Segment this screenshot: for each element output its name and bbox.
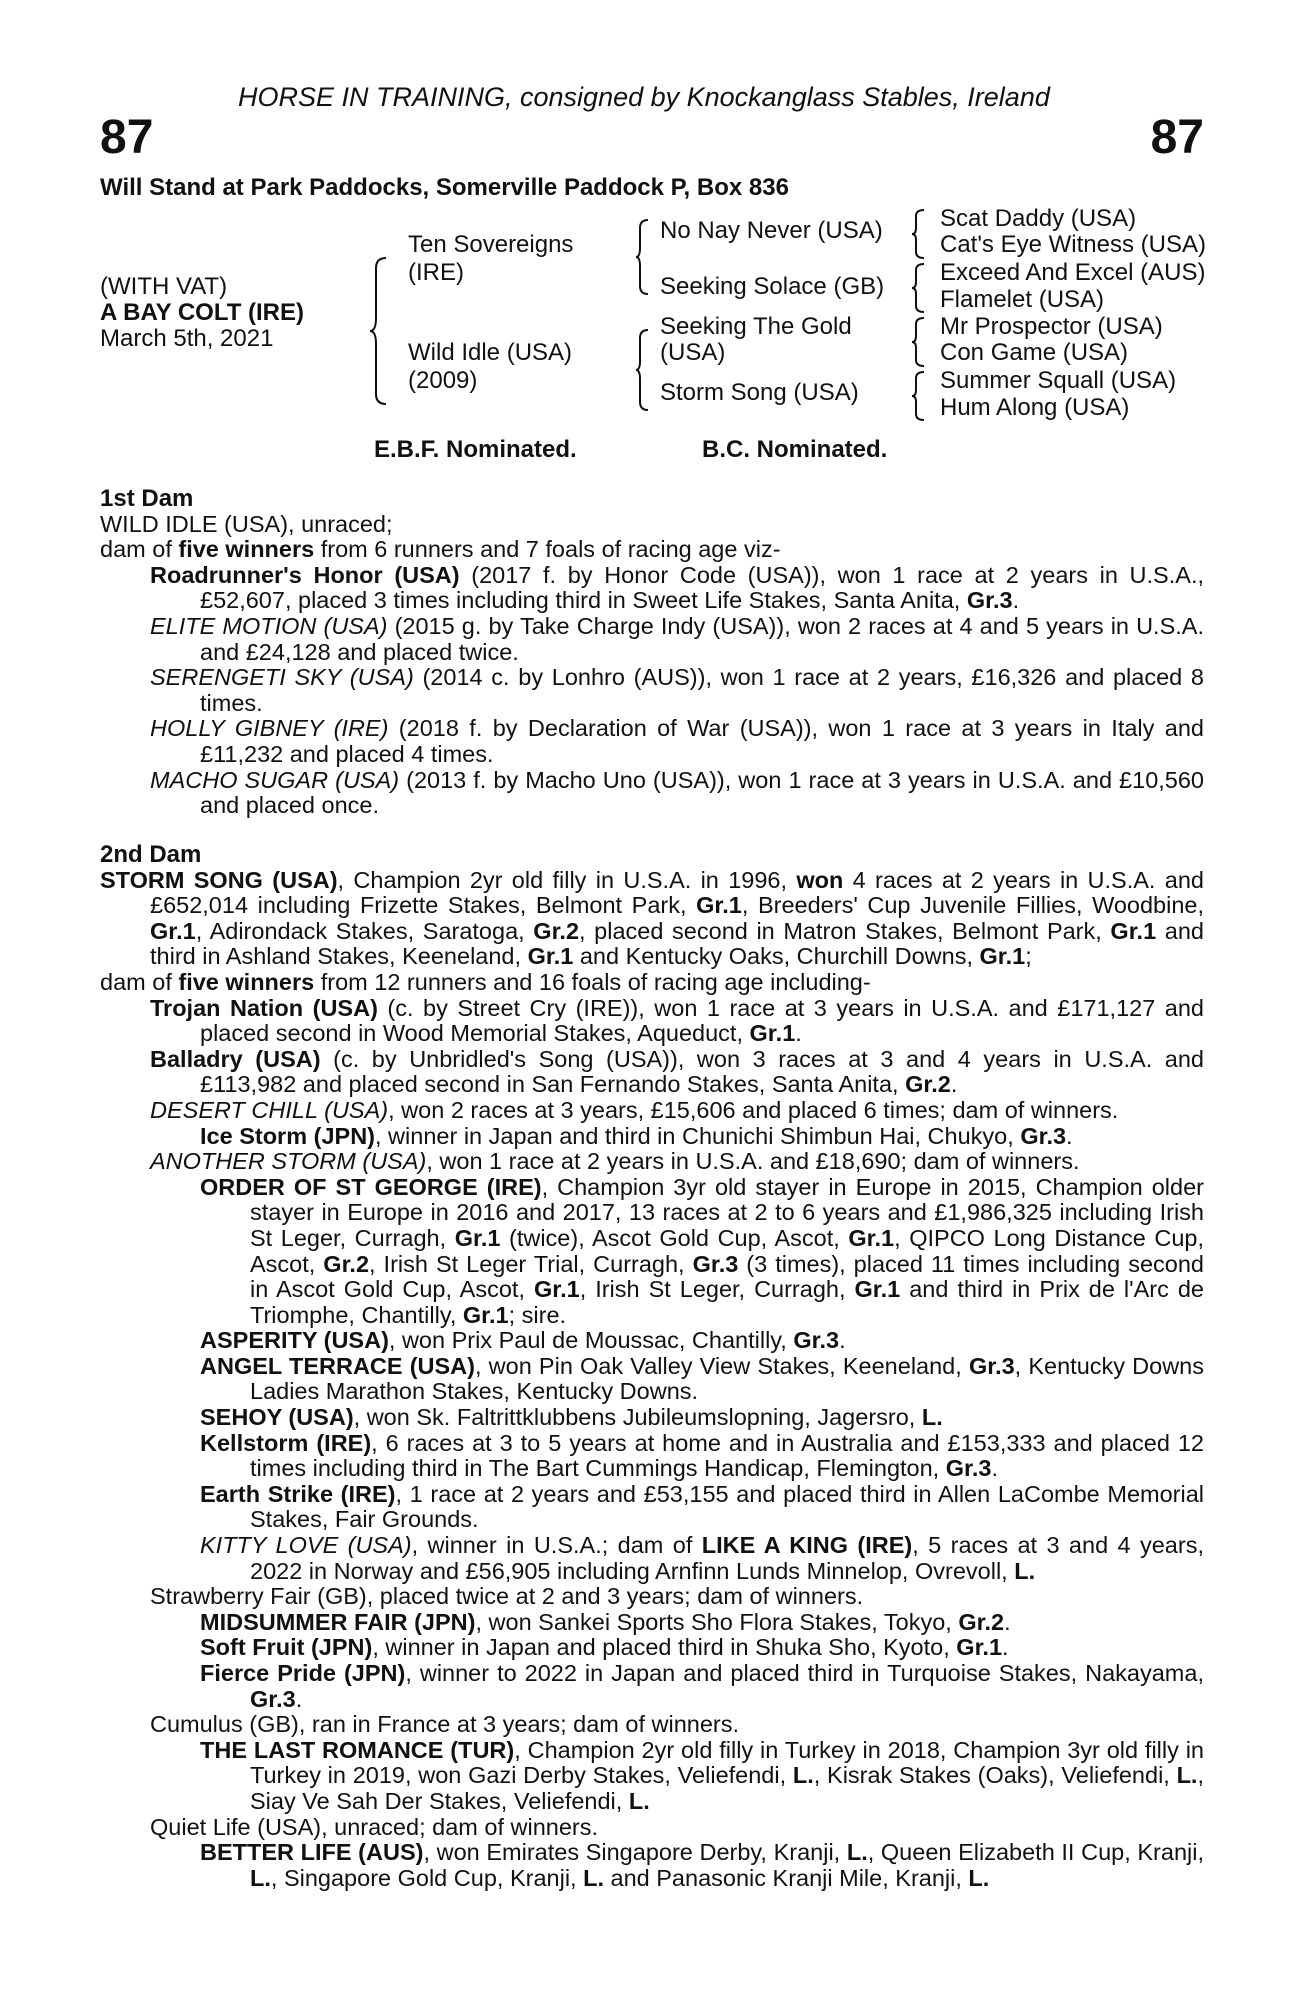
foaling-date: March 5th, 2021	[100, 325, 274, 352]
ancestor-8: Hum Along (USA)	[940, 394, 1130, 421]
grandproduce-entry: Ice Storm (JPN), winner in Japan and third in Chunichi Shimbun Hai, Chukyo, Gr.3.	[200, 1122, 1073, 1149]
ancestor-7: Summer Squall (USA)	[940, 367, 1177, 394]
first-dam-produce-line: dam of five winners from 6 runners and 7 foals of racing age viz-	[100, 536, 781, 563]
ancestor-6: Con Game (USA)	[940, 339, 1129, 366]
standing-location: Will Stand at Park Paddocks, Somerville Paddock P, Box 836	[100, 174, 789, 201]
dam-sire-country: (USA)	[660, 339, 726, 366]
produce-entry: Cumulus (GB), ran in France at 3 years; dam of winners.	[150, 1711, 740, 1738]
grandproduce-entry: Soft Fruit (JPN), winner in Japan and placed third in Shuka Sho, Kyoto, Gr.1.	[200, 1634, 1009, 1661]
produce-entry: ANOTHER STORM (USA), won 1 race at 2 years in U.S.A. and £18,690; dam of winners.	[150, 1148, 1080, 1175]
grandproduce-entry: BETTER LIFE (AUS), won Emirates Singapore Derby, Kranji, L., Queen Elizabeth II Cup, Kranji, L., Singapore Gold Cup, Kranji, L. and Panasonic Kranji Mile, Kranji, L.	[200, 1839, 1204, 1891]
dam-sire-name: Seeking The Gold	[660, 313, 852, 340]
produce-entry: Roadrunner's Honor (USA) (2017 f. by Honor Code (USA)), won 1 race at 2 years in U.S.A., £52,607, placed 3 times including third in Sweet Life Stakes, Santa Anita, Gr.3.	[150, 561, 1204, 614]
horse-name: A BAY COLT (IRE)	[100, 299, 305, 326]
ebf-nomination: E.B.F. Nominated.	[374, 436, 577, 463]
grandproduce-entry: SEHOY (USA), won Sk. Faltrittklubbens Jubileumslopning, Jagersro, L.	[200, 1404, 943, 1431]
sire-name: Ten Sovereigns	[408, 231, 574, 258]
lot-number-right: 87	[1150, 111, 1204, 164]
grandproduce-entry: ASPERITY (USA), won Prix Paul de Moussac, Chantilly, Gr.3.	[200, 1327, 846, 1354]
grandproduce-entry: KITTY LOVE (USA), winner in U.S.A.; dam of LIKE A KING (IRE), 5 races at 3 and 4 years, 2022 in Norway and £56,905 including Arnfinn Lunds Minnelop, Ovrevoll, L.	[200, 1532, 1204, 1584]
second-dam-record: STORM SONG (USA), Champion 2yr old filly in U.S.A. in 1996, won 4 races at 2 years in U.S.A. and £652,014 including Frizette Stakes, Belmont Park, Gr.1, Breeders' Cup Juvenile Fillies, Woodbine, Gr.1, Adirondack Stakes, Saratoga, Gr.2, placed second in Matron Stakes, Belmont Park, Gr.1 and third in Ashland Stakes, Keeneland, Gr.1 and Kentucky Oaks, Churchill Downs, Gr.1;	[100, 866, 1205, 970]
grandproduce-entry: MIDSUMMER FAIR (JPN), won Sankei Sports Sho Flora Stakes, Tokyo, Gr.2.	[200, 1608, 1011, 1635]
produce-entry: Trojan Nation (USA) (c. by Street Cry (IRE)), won 1 race at 3 years in U.S.A. and £171,127 and placed second in Wood Memorial Stakes, Aqueduct, Gr.1.	[150, 994, 1204, 1047]
sire-sire-name: No Nay Never (USA)	[660, 217, 883, 244]
pedigree-brace-g1	[910, 208, 930, 260]
ancestor-1: Scat Daddy (USA)	[940, 205, 1137, 232]
grandproduce-entry: Fierce Pride (JPN), winner to 2022 in Japan and placed third in Turquoise Stakes, Nakayama, Gr.3.	[200, 1660, 1204, 1712]
grandproduce-entry: ORDER OF ST GEORGE (IRE), Champion 3yr old stayer in Europe in 2015, Champion older stayer in Europe in 2016 and 2017, 13 races at 2 to 6 years and £1,986,325 including Irish St Leger, Curragh, Gr.1 (twice), Ascot Gold Cup, Ascot, Gr.1, QIPCO Long Distance Cup, Ascot, Gr.2, Irish St Leger Trial, Curragh, Gr.3 (3 times), placed 11 times including second in Ascot Gold Cup, Ascot, Gr.1, Irish St Leger, Curragh, Gr.1 and third in Prix de l'Arc de Triomphe, Chantilly, Gr.1; sire.	[200, 1173, 1205, 1328]
produce-entry: HOLLY GIBNEY (IRE) (2018 f. by Declaration of War (USA)), won 1 race at 3 years in Italy and £11,232 and placed 4 times.	[150, 715, 1204, 767]
ancestor-4: Flamelet (USA)	[940, 286, 1105, 313]
second-dam-produce-line: dam of five winners from 12 runners and 16 foals of racing age including-	[100, 968, 871, 995]
pedigree-brace-sire	[634, 218, 654, 296]
second-dam-section	[100, 842, 1204, 1891]
sire-country: (IRE)	[408, 259, 464, 286]
pedigree-brace-g2	[910, 262, 930, 314]
produce-entry: MACHO SUGAR (USA) (2013 f. by Macho Uno (USA)), won 1 race at 3 years in U.S.A. and £10,560 and placed once.	[150, 766, 1205, 819]
bc-nomination: B.C. Nominated.	[702, 436, 888, 463]
pedigree-brace-dam	[634, 328, 654, 412]
ancestor-2: Cat's Eye Witness (USA)	[940, 231, 1206, 258]
grandproduce-entry: Kellstorm (IRE), 6 races at 3 to 5 years at home and in Australia and £153,333 and placed 12 times including third in The Bart Cummings Handicap, Flemington, Gr.3.	[200, 1429, 1204, 1482]
produce-entry: ELITE MOTION (USA) (2015 g. by Take Charge Indy (USA)), won 2 races at 4 and 5 years in U.S.A. and £24,128 and placed twice.	[150, 612, 1204, 665]
ancestor-3: Exceed And Excel (AUS)	[940, 259, 1206, 286]
pedigree-brace-g3	[910, 316, 930, 368]
produce-entry: DESERT CHILL (USA), won 2 races at 3 years, £15,606 and placed 6 times; dam of winners.	[150, 1096, 1119, 1123]
second-dam-heading: 2nd Dam	[100, 841, 202, 868]
pedigree-brace-g4	[910, 370, 930, 422]
sire-dam-name: Seeking Solace (GB)	[660, 273, 885, 300]
dam-dam-name: Storm Song (USA)	[660, 379, 859, 406]
dam-year: (2009)	[408, 367, 478, 394]
vat-note: (WITH VAT)	[100, 273, 228, 300]
produce-entry: Strawberry Fair (GB), placed twice at 2 and 3 years; dam of winners.	[150, 1583, 864, 1610]
lot-number-left: 87	[100, 111, 154, 164]
grandproduce-entry: THE LAST ROMANCE (TUR), Champion 2yr old filly in Turkey in 2018, Champion 3yr old filly in Turkey in 2019, won Gazi Derby Stakes, Veliefendi, L., Kisrak Stakes (Oaks), Veliefendi, L., Siay Ve Sah Der Stakes, Veliefendi, L.	[200, 1736, 1204, 1814]
first-dam-line: WILD IDLE (USA), unraced;	[100, 510, 393, 537]
grandproduce-entry: ANGEL TERRACE (USA), won Pin Oak Valley View Stakes, Keeneland, Gr.3, Kentucky Downs Ladies Marathon Stakes, Kentucky Downs.	[200, 1352, 1204, 1405]
first-dam-heading: 1st Dam	[100, 485, 194, 512]
produce-entry: Quiet Life (USA), unraced; dam of winners.	[150, 1813, 599, 1840]
consignment-line: HORSE IN TRAINING, consigned by Knockanglass Stables, Ireland	[238, 82, 1050, 112]
produce-entry: Balladry (USA) (c. by Unbridled's Song (USA)), won 3 races at 3 and 4 years in U.S.A. and £113,982 and placed second in San Fernando Stakes, Santa Anita, Gr.2.	[150, 1045, 1204, 1098]
ancestor-5: Mr Prospector (USA)	[940, 313, 1163, 340]
pedigree-brace-main	[368, 256, 392, 406]
first-dam-section	[100, 486, 1204, 819]
dam-name: Wild Idle (USA)	[408, 339, 573, 366]
produce-entry: SERENGETI SKY (USA) (2014 c. by Lonhro (AUS)), won 1 race at 2 years, £16,326 and placed 8 times.	[150, 664, 1205, 716]
grandproduce-entry: Earth Strike (IRE), 1 race at 2 years and £53,155 and placed third in Allen LaCombe Memorial Stakes, Fair Grounds.	[200, 1480, 1204, 1533]
